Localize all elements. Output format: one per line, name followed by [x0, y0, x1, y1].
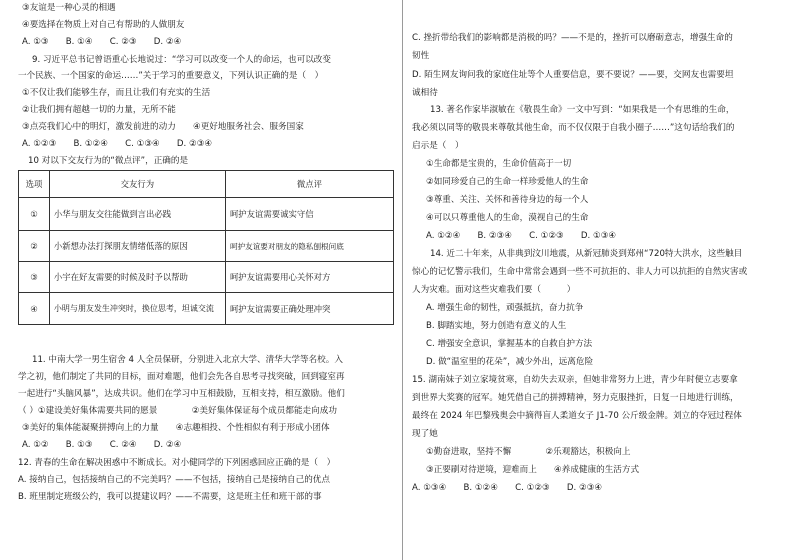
text-line: ③友谊是一种心灵的相遇 [22, 3, 116, 13]
text-line: ③点亮我们心中的明灯，激发前进的动力 ④更好地服务社会、服务国家 [22, 122, 304, 132]
option-c: C. 增强安全意识，掌握基本的自救自护方法 [426, 339, 593, 349]
table-cell: 呵护友谊需要诚实守信 [225, 198, 393, 231]
option-d: D. 做“温室里的花朵”，减少外出，远离危险 [426, 357, 594, 367]
text-line: 我必须以同等的敬畏来尊敬其他生命，而不仅仅限于自我小圈子……”这句话给我们的 [412, 123, 735, 133]
text-line: 现了她 [412, 429, 438, 439]
answer-options: A. ①②④ B. ②③④ C. ①②③ D. ①③④ [426, 231, 617, 241]
table-header-row [19, 171, 394, 198]
option-d: D. 陌生网友询问我的家庭住址等个人重要信息，要不要说？——要，交网友也需要坦 [412, 70, 734, 80]
table-row [19, 198, 394, 231]
text-line: 学之初，他们制定了共同的目标，面对难题，他们会先各自思考寻找突破，回到寝室再 [18, 372, 345, 382]
table-row [19, 231, 394, 262]
table-cell: 呵护友谊需要用心关怀对方 [225, 262, 393, 293]
text-line: ④可以只尊重他人的生命，漠视自己的生命 [426, 213, 589, 223]
table-header: 交友行为 [49, 171, 225, 198]
answer-options: A. ①③④ B. ①②④ C. ①②③ D. ②③④ [412, 483, 603, 493]
text-line: 一个民族、一个国家的命运……”关于学习的重要意义，下列认识正确的是（ ） [18, 71, 324, 81]
column-divider [402, 0, 403, 560]
text-line: 诚相待 [412, 88, 438, 98]
option-a: A. 接纳自己，包括接纳自己的不完美吗？——不包括，接纳自己是接纳自己的优点 [18, 475, 330, 485]
table-cell: ③ [19, 262, 50, 293]
answer-options: A. ①③ B. ①④ C. ②③ D. ②④ [22, 37, 182, 47]
text-line: 到世界大奖赛的冠军。她凭借自己的拼搏精神，努力克服挫折，日复一日地进行训练， [412, 393, 739, 403]
text-line: ②如同珍爱自己的生命一样珍爱他人的生命 [426, 177, 589, 187]
question-10: 10 对以下交友行为的“微点评”，正确的是 [28, 156, 189, 166]
text-line: （ ）①建设美好集体需要共同的愿景 ②美好集体保证每个成员都能走向成功 [18, 406, 337, 416]
text-line: ③美好的集体能凝聚拼搏向上的力量 ④志趣相投、个性相似有利于形成小团体 [22, 423, 330, 433]
question-12: 12. 青春的生命在解决困惑中不断成长。对小健同学的下列困惑回应正确的是（ ） [18, 458, 336, 468]
table-cell: 小新想办法打探朋友情绪低落的原因 [49, 231, 225, 262]
table-cell: 小华与朋友交往能做到言出必践 [49, 198, 225, 231]
text-line: ②让我们拥有超越一切的力量，无所不能 [22, 105, 176, 115]
text-line: 启示是（ ） [412, 141, 464, 151]
table-header: 选项 [19, 171, 50, 198]
option-a: A. 增强生命的韧性，顽强抵抗，奋力抗争 [426, 303, 584, 313]
text-line: ④要选择在物质上对自己有帮助的人做朋友 [22, 20, 185, 30]
text-line: ③正要刷对待逆境，迎难而上 ④养成健康的生活方式 [426, 465, 640, 475]
text-line: 惊心的记忆警示我们，生命中常常会遇到一些不可抗拒的、非人力可以抗拒的自然灾害或 [412, 267, 748, 277]
table-cell: 小宇在好友需要的时候及时予以帮助 [49, 262, 225, 293]
text-line: ③尊重、关注、关怀和善待身边的每一个人 [426, 195, 589, 205]
text-line: 一起进行“头脑风暴”，达成共识。他们在学习中互相鼓励，互相支持，相互激励。他们 [18, 389, 345, 399]
table-cell: 呵护友谊需要正确处理冲突 [225, 293, 393, 325]
question-11: 11. 中南大学一男生宿舍 4 人全员保研，分别进入北京大学、清华大学等名校。入 [32, 355, 343, 365]
answer-options: A. ①② B. ①③ C. ②④ D. ②④ [22, 440, 182, 450]
text-line: ①勤奋进取，坚持不懈 ②乐观豁达，积极向上 [426, 447, 631, 457]
option-b: B. 脚踏实地，努力创造有意义的人生 [426, 321, 567, 331]
question-14: 14. 近二十年来，从非典到汶川地震，从新冠肺炎到郑州“720特大洪水，这些触目 [430, 249, 743, 259]
text-line: 韧性 [412, 51, 430, 61]
question-9: 9. 习近平总书记曾语重心长地说过：“学习可以改变一个人的命运，也可以改变 [32, 55, 331, 65]
table-cell: ④ [19, 293, 50, 325]
text-line: 最终在 2024 年巴黎残奥会中摘得盲人柔道女子 J1-70 公斤级金牌。刘立的夺冠过程体 [412, 411, 742, 421]
table-header: 微点评 [225, 171, 393, 198]
question-15: 15. 湖南妹子刘立家境贫寒，自幼失去双亲，但她非常努力上进，青少年时便立志要拿 [412, 375, 738, 385]
table-cell: 呵护友谊要对朋友的隐私刨根问底 [225, 231, 393, 262]
question-13: 13. 著名作家毕淑敏在《敬畏生命》一文中写到：“如果我是一个有思维的生命， [430, 105, 735, 115]
friendship-table [18, 170, 394, 325]
table-cell: 小明与朋友发生冲突时，换位思考，坦诚交流 [49, 293, 225, 325]
option-b: B. 班里制定班级公约，我可以提建议吗？——不需要，这是班主任和班干部的事 [18, 492, 322, 502]
table-row [19, 262, 394, 293]
table-row [19, 293, 394, 325]
table-cell: ② [19, 231, 50, 262]
table-cell: ① [19, 198, 50, 231]
text-line: ①不仅让我们能够生存，而且让我们有充实的生活 [22, 88, 211, 98]
text-line: ①生命都是宝贵的，生命价值高于一切 [426, 159, 572, 169]
text-line: 人为灾难。面对这些灾难我们要（ ） [412, 285, 576, 295]
answer-options: A. ①②③ B. ①②④ C. ①③④ D. ②③④ [22, 139, 213, 149]
option-c: C. 挫折带给我们的影响都是消极的吗？——不是的，挫折可以磨砺意志，增强生命的 [412, 33, 733, 43]
